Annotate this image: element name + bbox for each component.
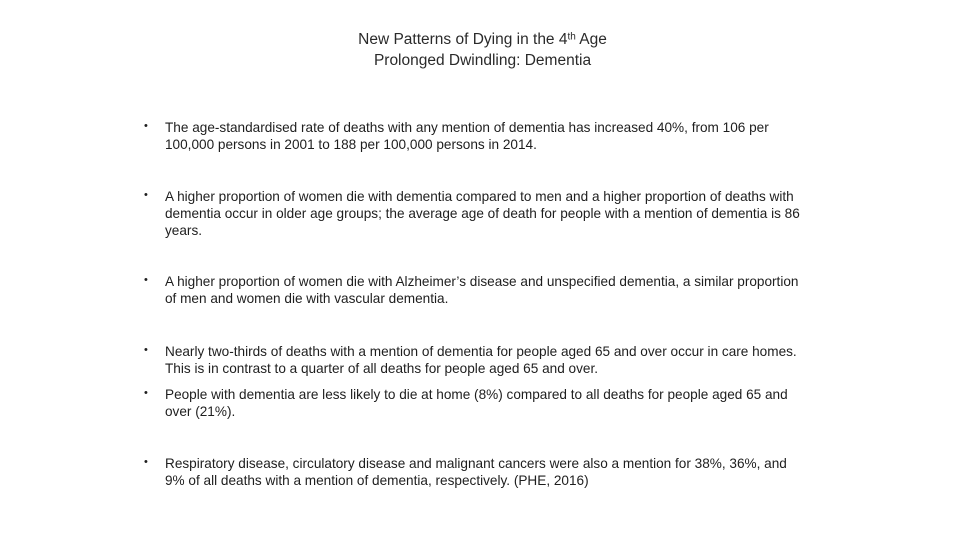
bullet-item-1 [140,119,810,153]
bullet-icon: • [144,189,148,201]
title-line-2: Prolonged Dwindling: Dementia [373,52,592,69]
title-line-1-text: New Patterns of Dying in the 4 [358,31,568,48]
bullet-item-5 [140,386,810,420]
bullet-item-4 [140,343,810,377]
slide-title [0,29,960,71]
title-superscript: th [567,31,576,43]
title-line-1-suffix: Age [575,31,607,48]
bullet-item-3 [140,273,810,307]
bullet-icon: • [144,120,148,132]
bullet-text-2: A higher proportion of women die with dementia compared to men and a higher proportion of deaths with dementia occur in older age groups; the average age of death for people with a mention of dementia is 86 years. [165,189,800,238]
bullet-item-2 [140,188,810,239]
bullet-text-6: Respiratory disease, circulatory disease and malignant cancers were also a mention for 38%, 36%, and 9% of all deaths with a mention of dementia, respectively. (PHE, 2016) [165,456,787,488]
bullet-text-1: The age-standardised rate of deaths with any mention of dementia has increased 40%, from 106 per 100,000 persons in 2001 to 188 per 100,000 persons in 2014. [165,120,769,152]
bullet-icon: • [144,274,148,286]
bullet-text-4: Nearly two-thirds of deaths with a mention of dementia for people aged 65 and over occur in care homes. This is in contrast to a quarter of all deaths for people aged 65 and over. [165,344,797,376]
bullet-text-3: A higher proportion of women die with Alzheimer’s disease and unspecified dementia, a similar proportion of men and women die with vascular dementia. [165,274,799,306]
bullet-text-5: People with dementia are less likely to die at home (8%) compared to all deaths for people aged 65 and over (21%). [165,387,788,419]
bullet-icon: • [144,344,148,356]
bullet-icon: • [144,387,148,399]
bullet-item-6 [140,455,810,489]
bullet-icon: • [144,456,148,468]
title-line-1 [0,29,960,50]
